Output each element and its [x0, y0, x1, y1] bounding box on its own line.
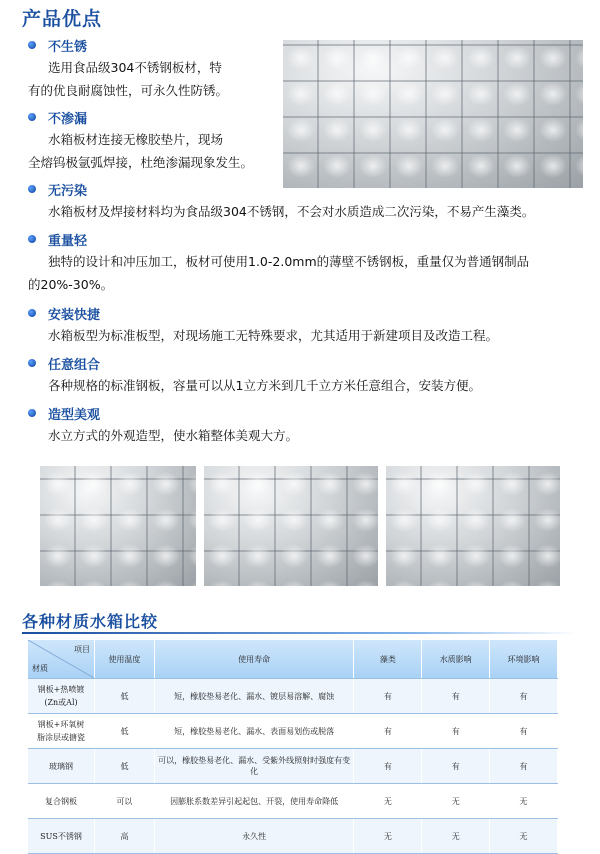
- bullet-icon: [28, 235, 36, 243]
- life-cell: 可以，橡胶垫易老化、漏水、受紫外线照射时强度有变化: [154, 749, 354, 784]
- table-row: [28, 679, 558, 714]
- feature-item: [28, 354, 481, 397]
- column-header: 使用温度: [95, 640, 155, 679]
- water-cell: 有: [422, 749, 490, 784]
- bullet-icon: [28, 359, 36, 367]
- material-cell: 钢板+热喷镀 (Zn或Al): [28, 679, 95, 714]
- life-cell: 因膨胀系数差异引起起包、开裂，使用寿命降低: [154, 784, 354, 819]
- feature-item: [28, 36, 228, 102]
- env-cell: 无: [490, 819, 558, 854]
- page-title: 产品优点: [22, 8, 103, 30]
- life-cell: 短，橡胶垫易老化、漏水、表面易划伤或脱落: [154, 714, 354, 749]
- algae-cell: 有: [354, 749, 422, 784]
- water-cell: 无: [422, 784, 490, 819]
- feature-title: 无污染: [48, 183, 88, 199]
- water-cell: 有: [422, 679, 490, 714]
- corner-label-item: 项目: [74, 645, 90, 654]
- feature-item: [28, 404, 298, 447]
- algae-cell: 无: [354, 784, 422, 819]
- column-header: 使用寿命: [154, 640, 354, 679]
- comparison-table: [28, 640, 558, 854]
- material-cell: 玻璃钢: [28, 749, 95, 784]
- temp-cell: 可以: [95, 784, 155, 819]
- temp-cell: 低: [95, 714, 155, 749]
- feature-text: 的20%-30%。: [28, 277, 114, 292]
- table-row: [28, 714, 558, 749]
- feature-text: 全熔钨极氩弧焊接，杜绝渗漏现象发生。: [28, 155, 254, 170]
- water-cell: 无: [422, 819, 490, 854]
- table-corner-header: [28, 640, 95, 679]
- tank-photo-1: [40, 466, 196, 586]
- bullet-icon: [28, 409, 36, 417]
- env-cell: 有: [490, 679, 558, 714]
- feature-text: 选用食品级304不锈钢板材，特: [48, 60, 222, 75]
- material-cell: SUS不锈钢: [28, 819, 95, 854]
- bullet-icon: [28, 113, 36, 121]
- feature-item: [28, 108, 253, 174]
- temp-cell: 低: [95, 679, 155, 714]
- algae-cell: 无: [354, 819, 422, 854]
- table-header-row: [28, 640, 558, 679]
- temp-cell: 低: [95, 749, 155, 784]
- bullet-icon: [28, 309, 36, 317]
- feature-item: [28, 230, 529, 296]
- column-header: 水质影响: [422, 640, 490, 679]
- feature-text: 水立方式的外观造型，使水箱整体美观大方。: [48, 428, 299, 443]
- env-cell: 有: [490, 749, 558, 784]
- section-title: 各种材质水箱比较: [22, 612, 159, 631]
- column-header: 环境影响: [490, 640, 558, 679]
- life-cell: 永久性: [154, 819, 354, 854]
- algae-cell: 有: [354, 714, 422, 749]
- algae-cell: 有: [354, 679, 422, 714]
- feature-title: 造型美观: [48, 407, 101, 423]
- feature-text: 各种规格的标准钢板，容量可以从1立方米到几千立方米任意组合，安装方便。: [48, 378, 481, 393]
- env-cell: 有: [490, 714, 558, 749]
- feature-title: 任意组合: [48, 357, 101, 373]
- feature-text: 独特的设计和冲压加工，板材可使用1.0-2.0mm的薄壁不锈钢板，重量仅为普通钢制品: [48, 254, 530, 269]
- feature-title: 重量轻: [48, 233, 88, 249]
- material-cell: 复合钢板: [28, 784, 95, 819]
- feature-item: [28, 304, 498, 347]
- feature-text: 水箱板材及焊接材料均为食品级304不锈钢，不会对水质造成二次污染，不易产生藻类。: [48, 204, 535, 219]
- feature-title: 不生锈: [48, 39, 88, 55]
- column-header: 藻类: [354, 640, 422, 679]
- feature-text: 水箱板型为标准板型，对现场施工无特殊要求，尤其适用于新建项目及改造工程。: [48, 328, 499, 343]
- tank-photo-main: [283, 40, 583, 188]
- tank-photo-2: [204, 466, 378, 586]
- corner-label-material: 材质: [32, 664, 48, 673]
- table-row: [28, 819, 558, 854]
- table-row: [28, 784, 558, 819]
- bullet-icon: [28, 41, 36, 49]
- feature-text: 有的优良耐腐蚀性，可永久性防锈。: [28, 83, 229, 98]
- feature-title: 安装快捷: [48, 307, 101, 323]
- feature-title: 不渗漏: [48, 111, 88, 127]
- life-cell: 短，橡胶垫易老化、漏水、镀层易溶解、腐蚀: [154, 679, 354, 714]
- temp-cell: 高: [95, 819, 155, 854]
- material-cell: 钢板+环氧树 脂涂层或搪瓷: [28, 714, 95, 749]
- table-row: [28, 749, 558, 784]
- bullet-icon: [28, 185, 36, 193]
- section-divider: [22, 632, 578, 634]
- water-cell: 有: [422, 714, 490, 749]
- tank-photo-3: [386, 466, 560, 586]
- env-cell: 无: [490, 784, 558, 819]
- feature-text: 水箱板材连接无橡胶垫片，现场: [48, 132, 224, 147]
